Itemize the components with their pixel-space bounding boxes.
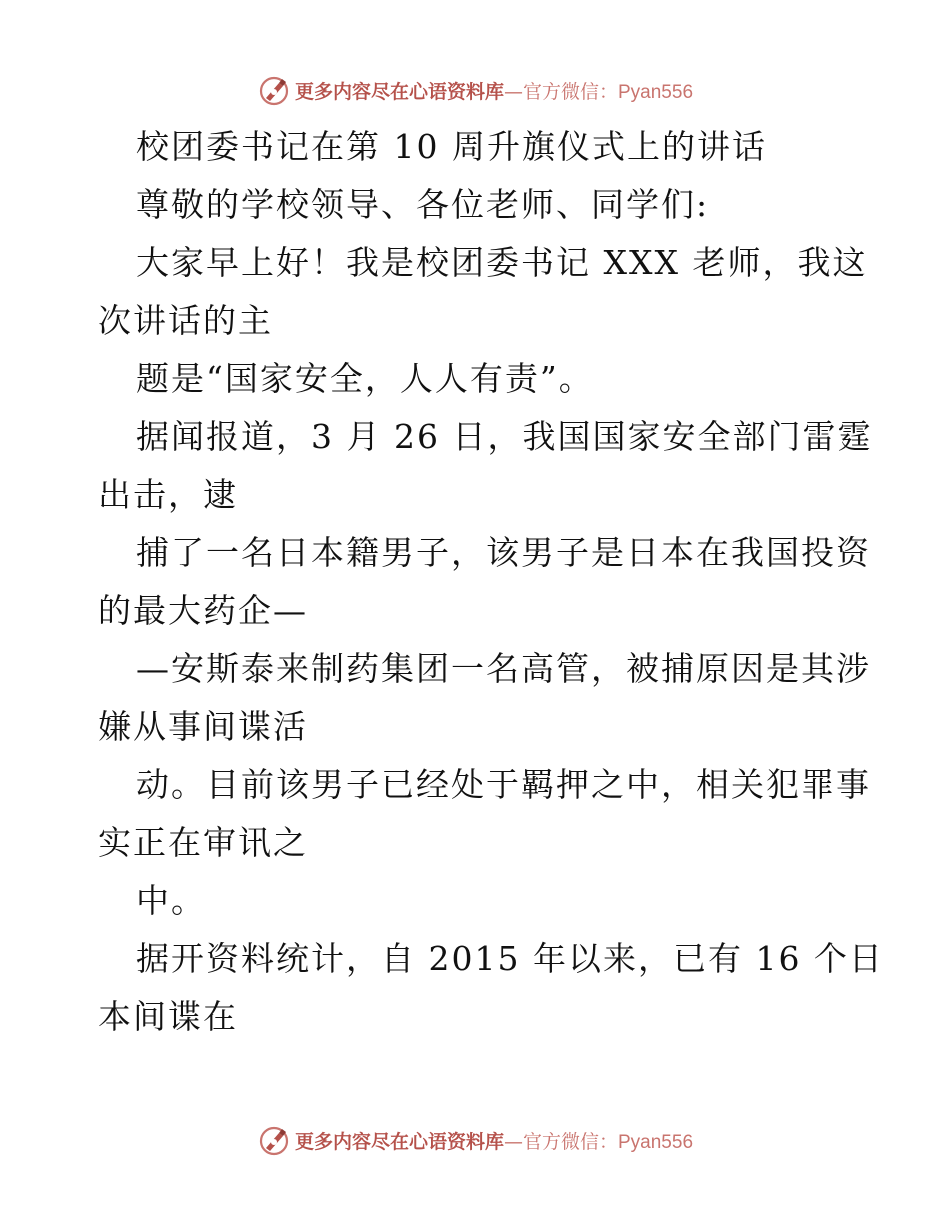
paragraph-line: 次讲话的主 [98,301,273,340]
pen-logo-icon [257,1123,291,1157]
watermark-separator: — [503,1130,523,1153]
watermark-official: 官方微信： [522,1130,618,1153]
paragraph-line: 捕了一名日本籍男子，该男子是日本在我国投资 [136,533,871,572]
paragraph-line: 实正在审讯之 [98,823,308,862]
paragraph-line: 出击，逮 [98,475,238,514]
footer-watermark [0,1120,950,1160]
paragraph-line: 中。 [136,881,206,920]
paragraph-line: 的最大药企— [98,591,308,630]
paragraph-line: 据闻报道，3 月 26 日，我国国家安全部门雷霆 [136,417,873,456]
watermark-separator: — [503,80,523,103]
watermark-brand: 更多内容尽在心语资料库 [294,1130,504,1153]
paragraph-line: 据开资料统计，自 2015 年以来，已有 16 个日 [136,939,884,978]
salutation: 尊敬的学校领导、各位老师、同学们: [136,185,710,224]
header-watermark [0,70,950,110]
watermark-handle: Pyan556 [618,1131,694,1153]
paragraph-line: 题是“国家安全，人人有责”。 [136,359,594,398]
document-body [98,118,884,1046]
watermark-brand: 更多内容尽在心语资料库 [294,80,504,103]
watermark-text [295,77,693,104]
watermark-handle: Pyan556 [618,81,694,103]
pen-logo-icon [257,73,291,107]
document-title: 校团委书记在第 10 周升旗仪式上的讲话 [136,127,767,166]
watermark-official: 官方微信： [522,80,618,103]
paragraph-line: 大家早上好！我是校团委书记 XXX 老师，我这 [136,243,868,282]
paragraph-line: 本间谍在 [98,997,238,1036]
paragraph-line: —安斯泰来制药集团一名高管，被捕原因是其涉 [136,649,871,688]
watermark-text [295,1127,693,1154]
paragraph-line: 动。目前该男子已经处于羁押之中，相关犯罪事 [136,765,871,804]
paragraph-line: 嫌从事间谍活 [98,707,308,746]
